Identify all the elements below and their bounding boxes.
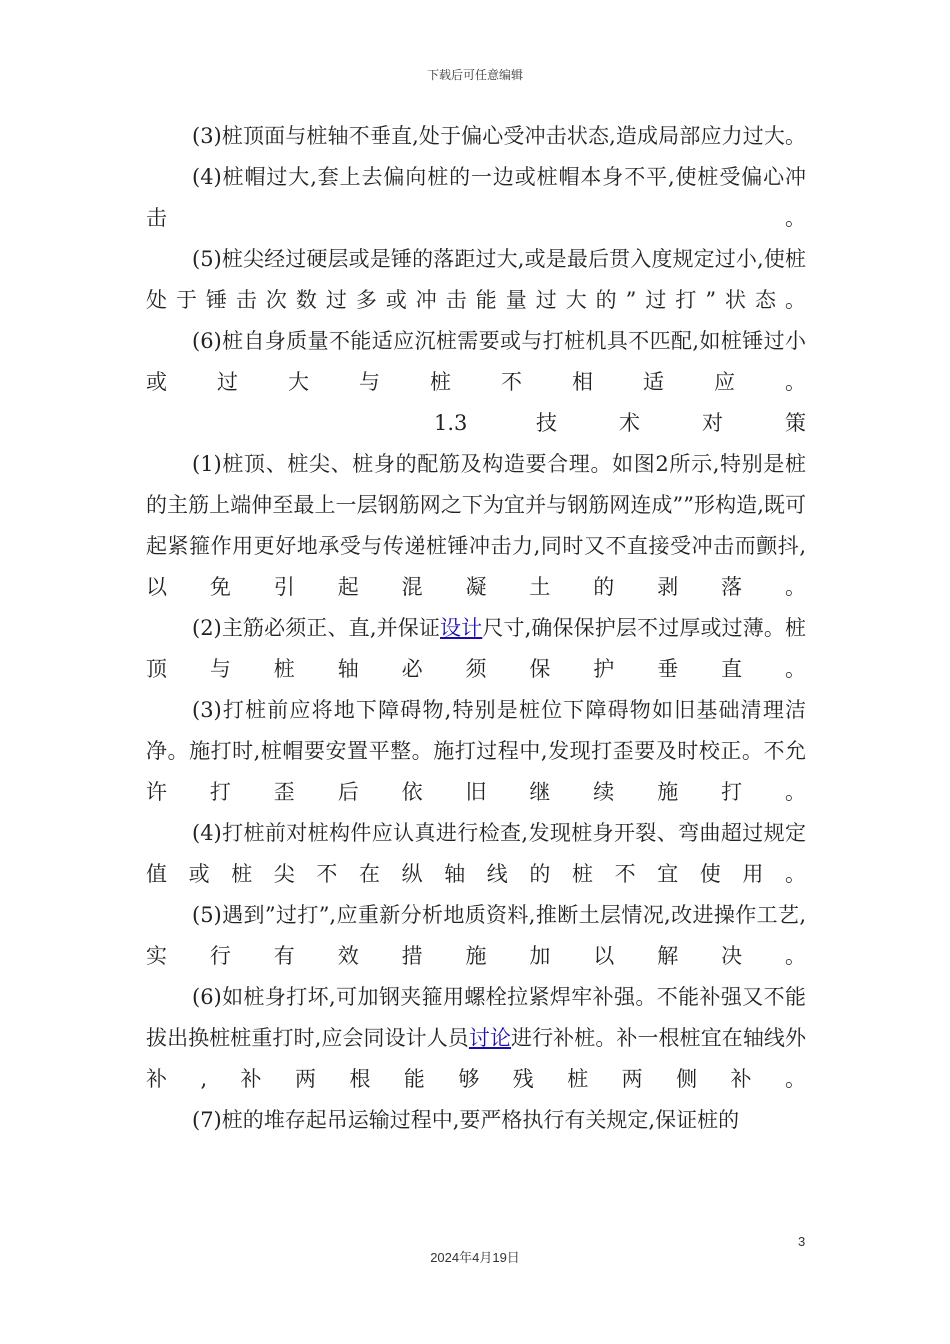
- paragraph-text: 进行补桩。补一根桩宜在轴线外补,补两根能够残桩两侧补。: [146, 1026, 806, 1091]
- page-number: 3: [798, 1234, 806, 1249]
- page-footer-date: 2024年4月19日: [430, 1250, 520, 1265]
- document-body: [146, 116, 806, 1141]
- paragraph: (6)桩自身质量不能适应沉桩需要或与打桩机具不匹配,如桩锤过小或过大与桩不相适应。: [146, 329, 806, 394]
- paragraph: [146, 977, 806, 1100]
- paragraph: (1)桩顶、桩尖、桩身的配筋及构造要合理。如图2所示,特别是桩的主筋上端伸至最上一层钢筋网之下为宜并与钢筋网连成””形构造,既可起紧箍作用更好地承受与传递桩锤冲击力,同时又不直接受冲击而颤抖,以免引起混凝土的剥落。: [146, 452, 806, 599]
- paragraph: [146, 608, 806, 690]
- paragraph: (3)打桩前应将地下障碍物,特别是桩位下障碍物如旧基础清理洁净。施打时,桩帽要安置平整。施打过程中,发现打歪要及时校正。不允许打歪后依旧继续施打。: [146, 698, 806, 804]
- discussion-link[interactable]: 讨论: [468, 1026, 512, 1050]
- paragraph: (5)桩尖经过硬层或是锤的落距过大,或是最后贯入度规定过小,使桩处于锤击次数过多或冲击能量过大的”过打”状态。: [146, 247, 806, 312]
- paragraph: (5)遇到”过打”,应重新分析地质资料,推断土层情况,改进操作工艺,实行有效措施加以解决。: [146, 903, 806, 968]
- paragraph-text: 尺寸,确保保护层不过厚或过薄。桩顶与桩轴必须保护垂直。: [146, 616, 806, 681]
- page-header: 下载后可任意编辑: [426, 68, 523, 82]
- paragraph-text: (2)主筋必须正、直,并保证: [192, 616, 441, 640]
- paragraph: (3)桩顶面与桩轴不垂直,处于偏心受冲击状态,造成局部应力过大。: [192, 124, 806, 148]
- paragraph-text: (6)如桩身打坏,可加钢夹箍用螺栓拉紧焊牢补强。不能补强又不能拔出换桩桩重打时,应会同设计人员: [146, 985, 806, 1050]
- design-link[interactable]: 设计: [440, 616, 483, 640]
- paragraph: (7)桩的堆存起吊运输过程中,要严格执行有关规定,保证桩的: [192, 1108, 740, 1132]
- paragraph: (4)打桩前对桩构件应认真进行检查,发现桩身开裂、弯曲超过规定值或桩尖不在纵轴线的桩不宜使用。: [146, 821, 806, 886]
- paragraph: (4)桩帽过大,套上去偏向桩的一边或桩帽本身不平,使桩受偏心冲击。: [146, 165, 806, 230]
- section-heading: 1.3 技术对策: [434, 411, 806, 435]
